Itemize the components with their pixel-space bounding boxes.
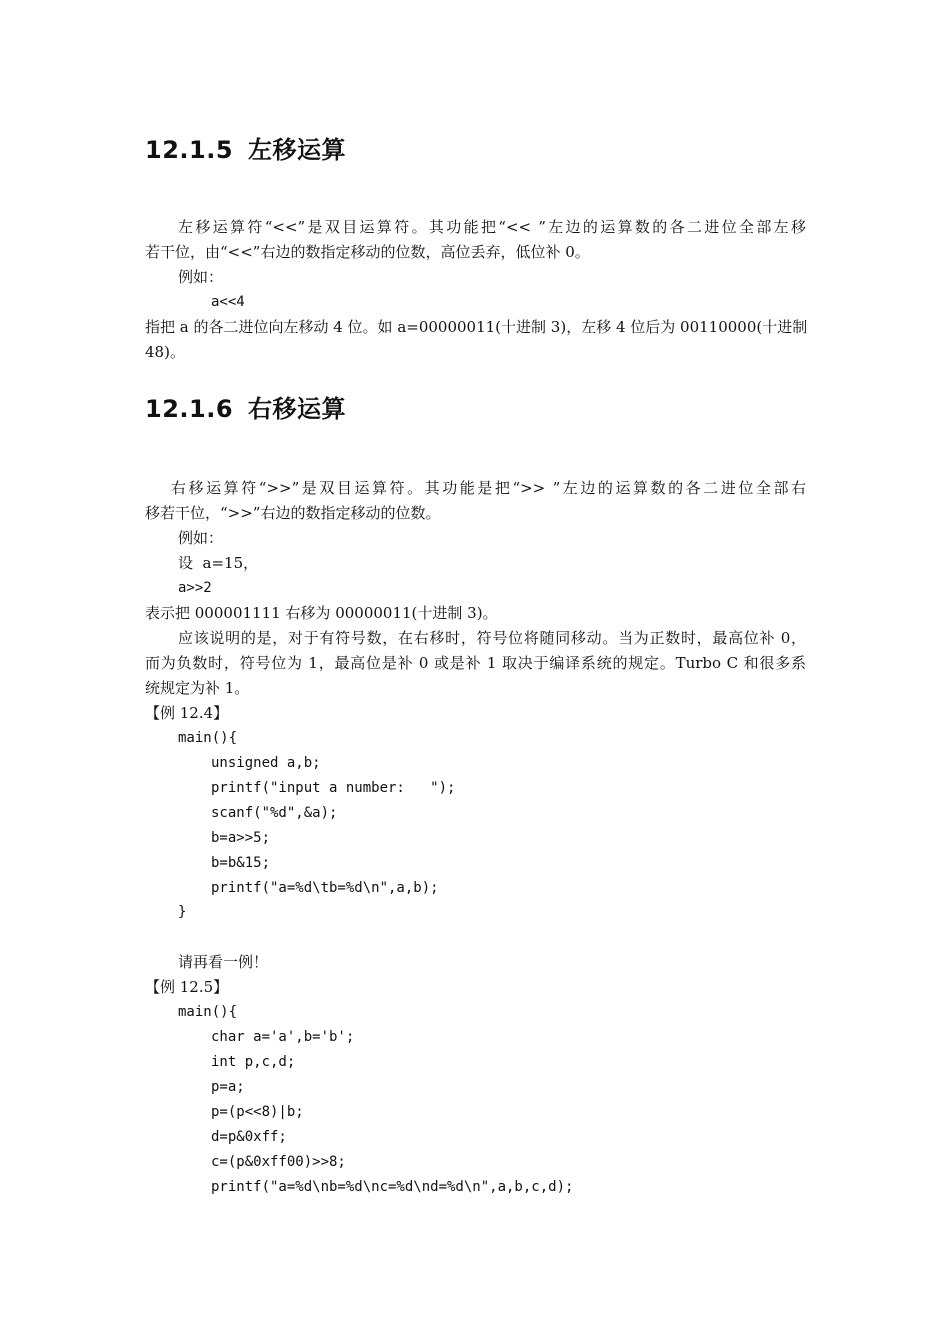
section-heading-12-1-5 (145, 135, 346, 165)
code-line: p=(p<<8)|b; (211, 1104, 304, 1120)
paragraph-line: 若干位，由“<<”右边的数指定移动的位数，高位丢弃，低位补 0。 (145, 243, 590, 261)
code-line: b=a>>5; (211, 830, 271, 846)
paragraph-line: 移若干位，“>>”右边的数指定移动的位数。 (145, 504, 441, 522)
example-label: 【例 12.4】 (145, 704, 229, 722)
paragraph-line: 左移运算符“<<”是双目运算符。其功能把“<< ”左边的运算数的各二进位全部左移 (178, 218, 806, 236)
section-heading-12-1-6 (145, 394, 346, 424)
code-line: } (178, 904, 187, 920)
code-line: printf("a=%d\nb=%d\nc=%d\nd=%d\n",a,b,c,d); (211, 1179, 574, 1195)
section-title: 左移运算 (248, 136, 346, 164)
code-line: 设 a=15， (178, 554, 259, 572)
section-title: 右移运算 (248, 395, 346, 423)
example-label: 例如： (178, 529, 224, 547)
example-label: 例如： (178, 268, 224, 286)
code-line: unsigned a,b; (211, 755, 321, 771)
code-line: char a='a',b='b'; (211, 1029, 355, 1045)
code-line: c=(p&0xff00)>>8; (211, 1154, 346, 1170)
paragraph-line: 表示把 000001111 右移为 00000011(十进制 3)。 (145, 604, 498, 622)
code-line: a>>2 (178, 580, 212, 596)
paragraph-line: 而为负数时，符号位为 1，最高位是补 0 或是补 1 取决于编译系统的规定。Turbo C 和很多系 (145, 654, 806, 672)
paragraph-line: 指把 a 的各二进位向左移动 4 位。如 a=00000011(十进制 3)，左移 4 位后为 00110000(十进制 (145, 318, 808, 336)
example-label: 【例 12.5】 (145, 978, 229, 996)
code-line: scanf("%d",&a); (211, 805, 338, 821)
paragraph-line: 统规定为补 1。 (145, 679, 250, 697)
transition-text: 请再看一例！ (178, 953, 269, 971)
code-line: printf("a=%d\tb=%d\n",a,b); (211, 880, 439, 896)
code-line: int p,c,d; (211, 1054, 296, 1070)
paragraph-line: 右移运算符“>>”是双目运算符。其功能是把“>> ”左边的运算数的各二进位全部右 (171, 479, 806, 497)
paragraph-line: 48)。 (145, 343, 185, 361)
section-number: 12.1.6 (145, 395, 234, 423)
code-line: b=b&15; (211, 855, 271, 871)
code-line: main(){ (178, 730, 238, 746)
section-number: 12.1.5 (145, 136, 234, 164)
code-line: printf("input a number: "); (211, 780, 456, 796)
code-line: d=p&0xff; (211, 1129, 287, 1145)
paragraph-line: 应该说明的是，对于有符号数，在右移时，符号位将随同移动。当为正数时，最高位补 0， (178, 629, 806, 647)
code-line: main(){ (178, 1004, 238, 1020)
code-line: a<<4 (211, 294, 245, 310)
code-line: p=a; (211, 1079, 245, 1095)
